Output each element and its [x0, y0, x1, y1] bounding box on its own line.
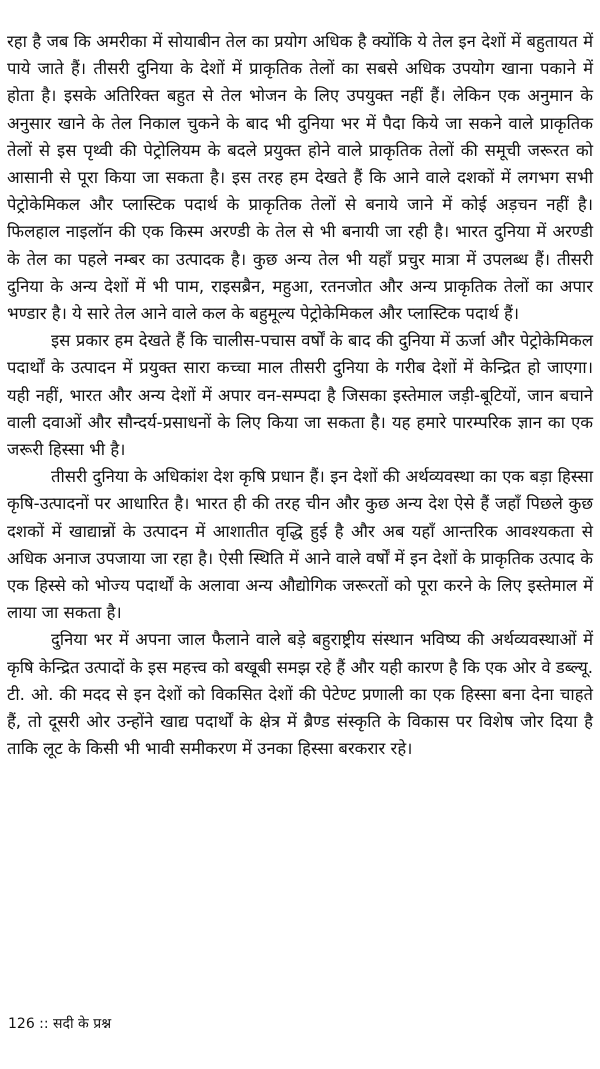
paragraph: तीसरी दुनिया के अधिकांश देश कृषि प्रधान हैं। इन देशों की अर्थव्यवस्था का एक बड़ा हिस्सा कृषि-उत्पादनों पर आधारित है। भारत ही की तरह चीन और कुछ अन्य देश ऐसे हैं जहाँ पिछले कुछ दशकों में खाद्यान्नों के उत्पादन में आशातीत वृद्धि हुई है और अब यहाँ आन्तरिक आवश्यकता से अधिक अनाज उपजाया जा रहा है। ऐसी स्थिति में आने वाले वर्षों में इन देशों के प्राकृतिक उत्पाद के एक हिस्से को भोज्य पदार्थों के अलावा अन्य औद्योगिक जरूरतों को पूरा करने के लिए इस्तेमाल में लाया जा सकता है। — [7, 467, 593, 623]
paragraph-continued: रहा है जब कि अमरीका में सोयाबीन तेल का प्रयोग अधिक है क्योंकि ये तेल इन देशों में बहुतायत में पाये जाते हैं। तीसरी दुनिया के देशों में प्राकृतिक तेलों का सबसे अधिक उपयोग खाना पकाने में होता है। इसके अतिरिक्त बहुत से तेल भोजन के लिए उपयुक्त नहीं हैं। लेकिन एक अनुमान के अनुसार खाने के तेल निकाल चुकने के बाद भी दुनिया भर में पैदा किये जा सकने वाले प्राकृतिक तेलों से इस पृथ्वी की पेट्रोलियम के बदले प्रयुक्त होने वाले प्राकृतिक तेलों की समूची जरूरत को आसानी से पूरा किया जा सकता है। इस तरह हम देखते हैं कि आने वाले दशकों में लगभग सभी पेट्रोकेमिकल और प्लास्टिक पदार्थ के प्राकृतिक तेलों से बनाये जाने में कोई अड़चन नहीं है। फिलहाल नाइलॉन की एक किस्म अरण्डी के तेल से भी बनायी जा रही है। भारत दुनिया में अरण्डी के तेल का पहले नम्बर का उत्पादक है। कुछ अन्य तेल भी यहाँ प्रचुर मात्रा में उपलब्ध हैं। तीसरी दुनिया के अन्य देशों में भी पाम, राइसब्रैन, महुआ, रतनजोत और अन्य प्राकृतिक तेलों का अपार भण्डार है। ये सारे तेल आने वाले कल के बहुमूल्य पेट्रोकेमिकल और प्लास्टिक पदार्थ हैं। — [7, 32, 593, 324]
paragraph: दुनिया भर में अपना जाल फैलाने वाले बड़े बहुराष्ट्रीय संस्थान भविष्य की अर्थव्यवस्थाओं में कृषि केन्द्रित उत्पादों के इस महत्त्व को बखूबी समझ रहे हैं और यही कारण है कि एक ओर वे डब्ल्यू. टी. ओ. की मदद से इन देशों को विकसित देशों की पेटेण्ट प्रणाली का एक हिस्सा बना देना चाहते हैं, तो दूसरी ओर उन्होंने खाद्य पदार्थों के क्षेत्र में ब्रैण्ड संस्कृति के विकास पर विशेष जोर दिया है ताकि लूट के किसी भी भावी समीकरण में उनका हिस्सा बरकरार रहे। — [7, 630, 593, 759]
page-folio: 126 :: सदी के प्रश्न — [8, 1016, 112, 1032]
body-text — [7, 28, 593, 762]
paragraph: इस प्रकार हम देखते हैं कि चालीस-पचास वर्षों के बाद की दुनिया में ऊर्जा और पेट्रोकेमिकल पदार्थों के उत्पादन में प्रयुक्त सारा कच्चा माल तीसरी दुनिया के गरीब देशों में केन्द्रित हो जाएगा। यही नहीं, भारत और अन्य देशों में अपार वन-सम्पदा है जिसका इस्तेमाल जड़ी-बूटियों, जान बचाने वाली दवाओं और सौन्दर्य-प्रसाधनों के लिए किया जा सकता है। यह हमारे पारम्परिक ज्ञान का एक जरूरी हिस्सा भी है। — [7, 331, 593, 460]
